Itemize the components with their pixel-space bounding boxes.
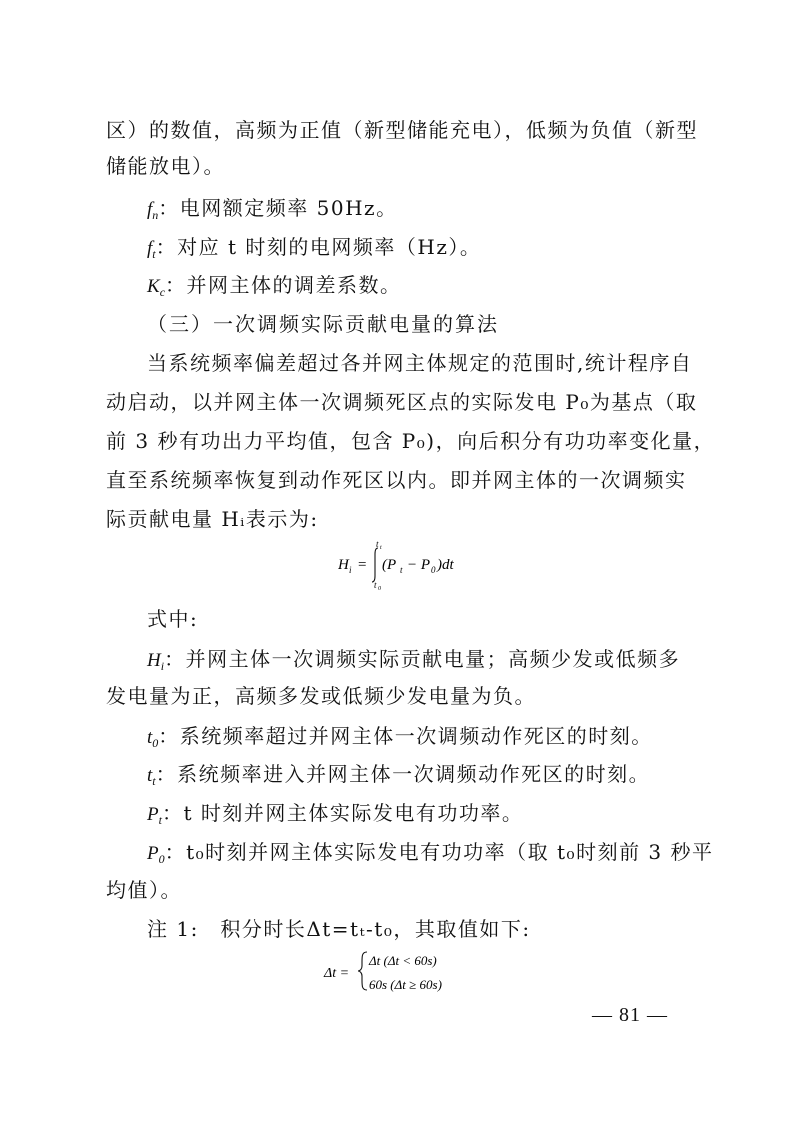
integrand-sub-0: 0 — [431, 565, 436, 575]
text-line: 发电量为正，高频多发或低频少发电量为负。 — [106, 684, 536, 708]
symbol: P — [147, 804, 159, 825]
text-line: 动启动，以并网主体一次调频死区点的实际发电 P₀为基点（取 — [106, 390, 698, 414]
definition-ft — [147, 233, 481, 263]
integrand-minus: − P — [407, 557, 431, 573]
piecewise-brace — [358, 952, 367, 990]
definition-text: ：并网主体的调差系数。 — [165, 273, 402, 297]
definition-fn — [147, 194, 398, 224]
definition-p0 — [147, 838, 714, 868]
symbol-subscript: t — [152, 247, 156, 261]
integral-sign — [372, 548, 378, 582]
symbol: t — [147, 727, 153, 748]
section-heading: （三）一次调频实际贡献电量的算法 — [147, 312, 499, 336]
note-1: 注 1: 积分时长Δt=tₜ-t₀，其取值如下: — [147, 917, 531, 941]
piecewise-case-2: 60s (Δt ≥ 60s) — [369, 977, 442, 992]
symbol-subscript: t — [152, 774, 156, 788]
symbol-subscript: i — [160, 659, 165, 673]
formula-lhs-sub: i — [349, 565, 352, 575]
definition-pt — [147, 799, 523, 829]
definition-text: ：对应 t 时刻的电网频率（Hz）。 — [155, 235, 482, 259]
formula-equals: = — [358, 557, 367, 573]
integral-upper: t — [376, 540, 379, 549]
symbol: t — [147, 765, 153, 786]
symbol-subscript: c — [159, 285, 166, 299]
piecewise-formula — [322, 946, 482, 996]
symbol-subscript: 0 — [158, 852, 165, 866]
text-line: 均值）。 — [106, 878, 182, 902]
symbol: H — [147, 650, 161, 671]
symbol-subscript: t — [158, 813, 162, 827]
definition-hi — [147, 645, 680, 675]
text-line: 前 3 秒有功出力平均值，包含 P₀)，向后积分有功功率变化量， — [106, 429, 716, 453]
text-line: 直至系统频率恢复到动作死区以内。即并网主体的一次调频实 — [106, 468, 687, 492]
text-line: 区）的数值，高频为正值（新型储能充电），低频为负值（新型 — [106, 118, 698, 142]
definition-kc — [147, 271, 402, 301]
integral-lower: t — [374, 580, 377, 590]
definition-tt — [147, 760, 650, 790]
symbol: K — [147, 276, 160, 297]
symbol-subscript: n — [152, 208, 159, 222]
symbol: f — [147, 238, 153, 259]
text-line: 际贡献电量 Hᵢ表示为: — [106, 507, 319, 531]
text-line: 当系统频率偏差超过各并网主体规定的范围时,统计程序自 — [147, 351, 693, 375]
definition-text: ：电网额定频率 50Hz。 — [158, 196, 398, 220]
integral-formula — [338, 540, 478, 590]
definition-text: ：t 时刻并网主体实际发电有功功率。 — [161, 801, 524, 825]
page-number: — 81 — — [592, 1004, 668, 1026]
definition-t0 — [147, 722, 653, 752]
piecewise-case-1: Δt (Δt < 60s) — [369, 953, 437, 968]
symbol: P — [147, 843, 159, 864]
text-line: 储能放电）。 — [106, 154, 225, 178]
formula-lhs: H — [338, 557, 349, 573]
definition-text: ：系统频率超过并网主体一次调频动作死区的时刻。 — [158, 724, 653, 748]
integral-upper-sub: t — [380, 545, 382, 551]
definition-text: ：t₀时刻并网主体实际发电有功功率（取 t₀时刻前 3 秒平 — [164, 840, 714, 864]
definition-text: ：系统频率进入并网主体一次调频动作死区的时刻。 — [155, 762, 651, 786]
integrand-end: )dt — [437, 557, 454, 573]
definition-text: ：并网主体一次调频实际贡献电量；高频少发或低频多 — [164, 647, 681, 671]
integrand-start: (P — [382, 557, 397, 573]
symbol: f — [147, 199, 153, 220]
integral-lower-sub: 0 — [378, 586, 381, 590]
symbol-subscript: 0 — [152, 736, 159, 750]
formula-where-label: 式中: — [147, 607, 199, 631]
integrand-sub-t: t — [400, 565, 403, 575]
piecewise-lhs: Δt = — [324, 966, 350, 981]
